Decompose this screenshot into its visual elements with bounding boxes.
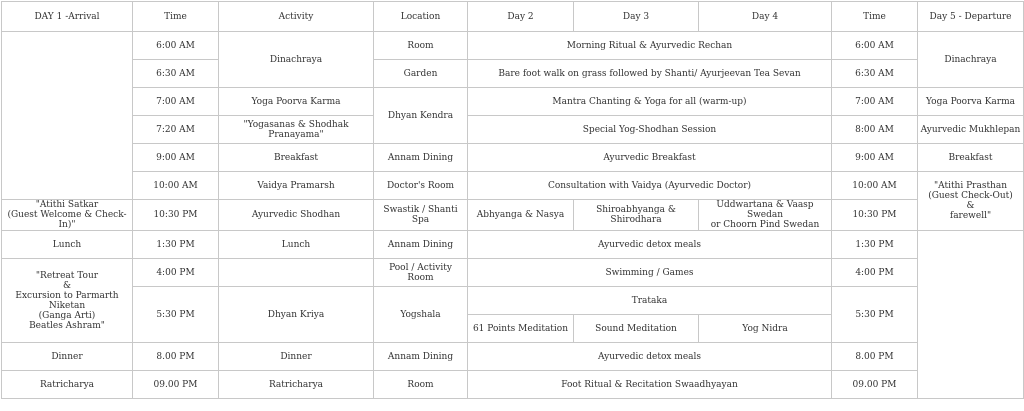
activity-empty-cell bbox=[219, 259, 374, 287]
time-right-cell: 6:30 AM bbox=[832, 60, 918, 88]
days-cell: Trataka bbox=[468, 287, 832, 315]
time-cell: 6:30 AM bbox=[133, 60, 219, 88]
day1-cell: Dinner bbox=[2, 343, 133, 371]
table-row bbox=[2, 371, 1024, 399]
time-cell: 9:00 AM bbox=[133, 144, 219, 172]
time-right-cell: 1:30 PM bbox=[832, 231, 918, 259]
time-right-cell: 6:00 AM bbox=[832, 32, 918, 60]
table-row bbox=[2, 172, 1024, 200]
header-activity: Activity bbox=[219, 2, 374, 32]
location-cell: Room bbox=[374, 32, 468, 60]
days-cell: Swimming / Games bbox=[468, 259, 832, 287]
location-cell: Doctor's Room bbox=[374, 172, 468, 200]
day1-empty-cell bbox=[2, 32, 133, 200]
table-row bbox=[2, 88, 1024, 116]
table-row bbox=[2, 116, 1024, 144]
time-cell: 1:30 PM bbox=[133, 231, 219, 259]
time-right-cell: 5:30 PM bbox=[832, 287, 918, 343]
time-right-cell: 8:00 AM bbox=[832, 116, 918, 144]
day4-cell: Uddwartana & Vaasp Swedan or Choorn Pind Swedan bbox=[699, 200, 832, 231]
table-row bbox=[2, 144, 1024, 172]
header-day1: DAY 1 -Arrival bbox=[2, 2, 133, 32]
days-cell: Ayurvedic detox meals bbox=[468, 231, 832, 259]
time-right-cell: 4:00 PM bbox=[832, 259, 918, 287]
schedule-table bbox=[1, 1, 1024, 399]
day5-cell: Dinachraya bbox=[918, 32, 1024, 88]
day5-empty-cell bbox=[918, 231, 1024, 399]
time-cell: 09.00 PM bbox=[133, 371, 219, 399]
location-cell: Pool / Activity Room bbox=[374, 259, 468, 287]
day5-cell: "Atithi Prasthan (Guest Check-Out) & farewell" bbox=[918, 172, 1024, 231]
time-cell: 10:30 PM bbox=[133, 200, 219, 231]
location-cell: Annam Dining bbox=[374, 231, 468, 259]
location-cell: Room bbox=[374, 371, 468, 399]
time-cell: 6:00 AM bbox=[133, 32, 219, 60]
day1-cell: "Atithi Satkar (Guest Welcome & Check-In)" bbox=[2, 200, 133, 231]
header-time: Time bbox=[133, 2, 219, 32]
days-cell: Mantra Chanting & Yoga for all (warm-up) bbox=[468, 88, 832, 116]
table-row bbox=[2, 287, 1024, 315]
table-row bbox=[2, 60, 1024, 88]
table-row bbox=[2, 259, 1024, 287]
time-cell: 7:20 AM bbox=[133, 116, 219, 144]
days-cell: Special Yog-Shodhan Session bbox=[468, 116, 832, 144]
table-row bbox=[2, 231, 1024, 259]
activity-cell: Ratricharya bbox=[219, 371, 374, 399]
time-cell: 10:00 AM bbox=[133, 172, 219, 200]
time-cell: 5:30 PM bbox=[133, 287, 219, 343]
day2-cell: 61 Points Meditation bbox=[468, 315, 574, 343]
days-cell: Foot Ritual & Recitation Swaadhyayan bbox=[468, 371, 832, 399]
location-cell: Swastik / Shanti Spa bbox=[374, 200, 468, 231]
time-right-cell: 7:00 AM bbox=[832, 88, 918, 116]
header-day4: Day 4 bbox=[699, 2, 832, 32]
location-cell: Yogshala bbox=[374, 287, 468, 343]
location-cell: Garden bbox=[374, 60, 468, 88]
location-cell: Annam Dining bbox=[374, 343, 468, 371]
days-cell: Ayurvedic Breakfast bbox=[468, 144, 832, 172]
activity-cell: Lunch bbox=[219, 231, 374, 259]
header-location: Location bbox=[374, 2, 468, 32]
day4-cell: Yog Nidra bbox=[699, 315, 832, 343]
time-right-cell: 10:00 AM bbox=[832, 172, 918, 200]
header-time-right: Time bbox=[832, 2, 918, 32]
table-row bbox=[2, 32, 1024, 60]
day5-cell: Ayurvedic Mukhlepan bbox=[918, 116, 1024, 144]
location-cell: Dhyan Kendra bbox=[374, 88, 468, 144]
activity-cell: Dinner bbox=[219, 343, 374, 371]
day5-cell: Breakfast bbox=[918, 144, 1024, 172]
time-right-cell: 8.00 PM bbox=[832, 343, 918, 371]
activity-cell: Yoga Poorva Karma bbox=[219, 88, 374, 116]
activity-cell: Dinachraya bbox=[219, 32, 374, 88]
day2-cell: Abhyanga & Nasya bbox=[468, 200, 574, 231]
days-cell: Ayurvedic detox meals bbox=[468, 343, 832, 371]
header-day2: Day 2 bbox=[468, 2, 574, 32]
table-row bbox=[2, 200, 1024, 231]
days-cell: Consultation with Vaidya (Ayurvedic Doctor) bbox=[468, 172, 832, 200]
day5-cell: Yoga Poorva Karma bbox=[918, 88, 1024, 116]
day1-cell: "Retreat Tour & Excursion to Parmarth Niketan (Ganga Arti) Beatles Ashram" bbox=[2, 259, 133, 343]
time-cell: 7:00 AM bbox=[133, 88, 219, 116]
activity-cell: "Yogasanas & Shodhak Pranayama" bbox=[219, 116, 374, 144]
time-right-cell: 09.00 PM bbox=[832, 371, 918, 399]
activity-cell: Dhyan Kriya bbox=[219, 287, 374, 343]
day1-cell: Ratricharya bbox=[2, 371, 133, 399]
time-cell: 4:00 PM bbox=[133, 259, 219, 287]
time-right-cell: 9:00 AM bbox=[832, 144, 918, 172]
header-row bbox=[2, 2, 1024, 32]
activity-cell: Ayurvedic Shodhan bbox=[219, 200, 374, 231]
header-day3: Day 3 bbox=[574, 2, 699, 32]
days-cell: Bare foot walk on grass followed by Shanti/ Ayurjeevan Tea Sevan bbox=[468, 60, 832, 88]
day1-cell: Lunch bbox=[2, 231, 133, 259]
time-cell: 8.00 PM bbox=[133, 343, 219, 371]
day3-cell: Shiroabhyanga & Shirodhara bbox=[574, 200, 699, 231]
activity-cell: Breakfast bbox=[219, 144, 374, 172]
day3-cell: Sound Meditation bbox=[574, 315, 699, 343]
activity-cell: Vaidya Pramarsh bbox=[219, 172, 374, 200]
time-right-cell: 10:30 PM bbox=[832, 200, 918, 231]
table-row bbox=[2, 343, 1024, 371]
location-cell: Annam Dining bbox=[374, 144, 468, 172]
header-day5: Day 5 - Departure bbox=[918, 2, 1024, 32]
days-cell: Morning Ritual & Ayurvedic Rechan bbox=[468, 32, 832, 60]
